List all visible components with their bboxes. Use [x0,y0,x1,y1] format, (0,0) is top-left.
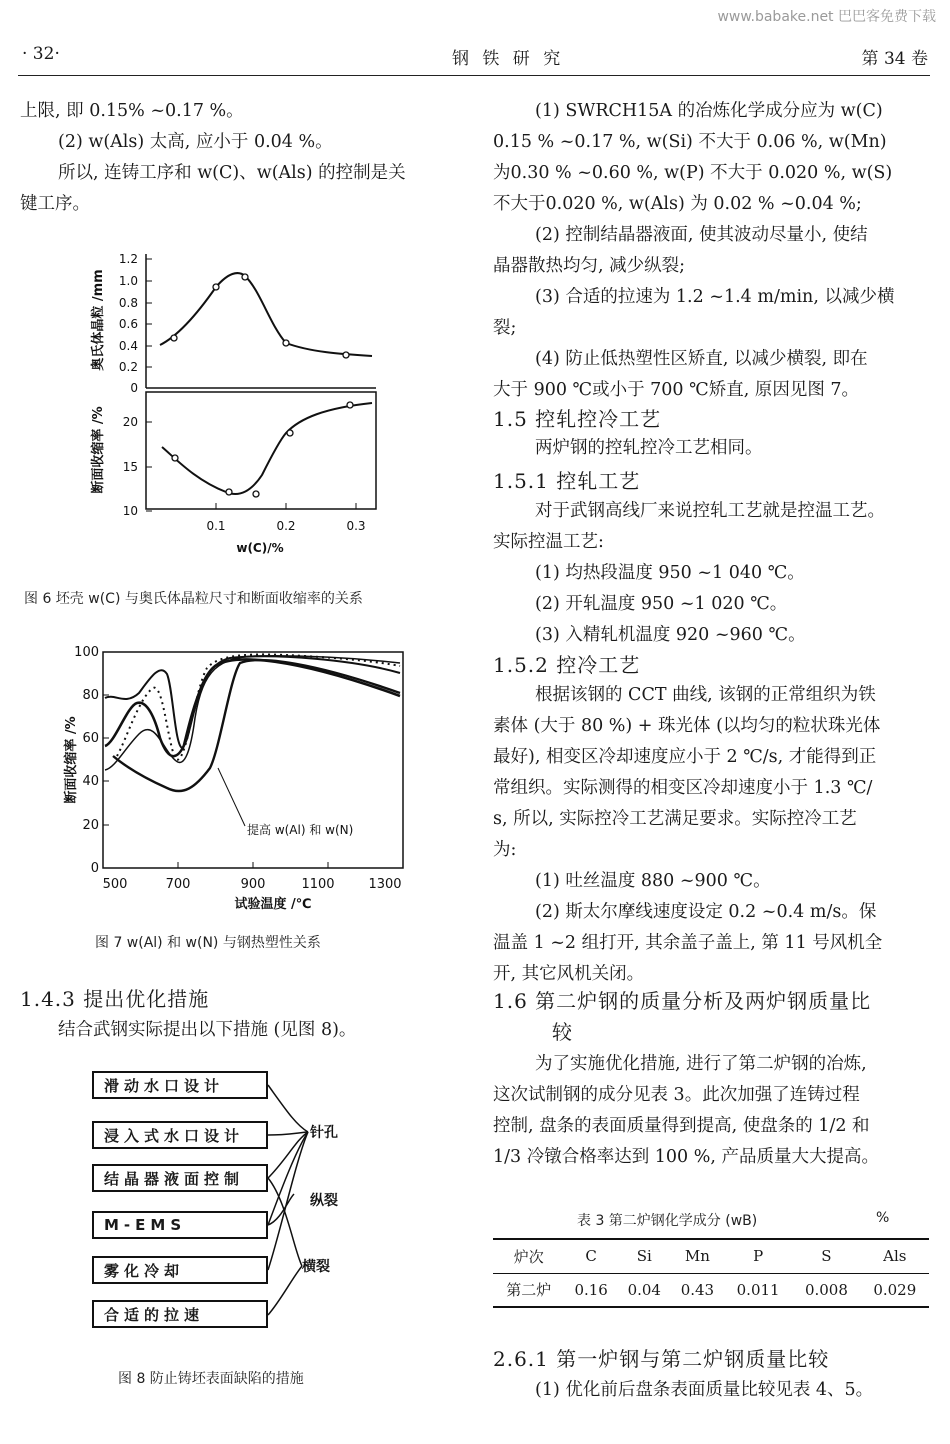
x-axis-label: w(C)/% [236,541,284,555]
paragraph: (2) w(Als) 太高, 应小于 0.04 %。 [58,132,333,152]
measure-box: 合适的拉速 [92,1300,268,1328]
paragraph: 对于武钢高线厂来说控轧工艺就是控温工艺。 [535,501,885,521]
y-axis-label: 奥氏体晶粒 /mm [91,269,106,371]
table-header-cell: S [821,1247,832,1266]
paragraph: 所以, 连铸工序和 w(C)、w(Als) 的控制是关 [58,163,406,183]
paragraph: (2) 开轧温度 950 ~1 020 ℃。 [535,594,788,614]
paragraph-line: 为: [493,840,517,860]
paragraph: (1) 均热段温度 950 ~1 040 ℃。 [535,563,805,583]
table-header-cell: Si [636,1247,652,1266]
y-tick-label: 20 [82,818,99,833]
paragraph-line: s, 所以, 实际控冷工艺满足要求。实际控冷工艺 [493,809,857,829]
paragraph-line: 1/3 冷镦合格率达到 100 %, 产品质量大大提高。 [493,1147,880,1167]
data-point [343,352,349,358]
paragraph-line: 不大于0.020 %, w(Als) 为 0.02 % ~0.04 %; [493,194,862,214]
y-tick-label: 0 [90,861,99,876]
measure-box: 结晶器液面控制 [92,1164,268,1192]
measure-box: 浸入式水口设计 [92,1121,268,1149]
table-row [493,1273,929,1307]
paragraph-line: 常组织。实际测得的相变区冷却速度小于 1.3 ℃/ [493,778,873,798]
measure-box: 滑动水口设计 [92,1071,268,1099]
table-cell: 第二炉 [506,1281,552,1300]
y-tick-label: 20 [122,415,138,429]
paragraph-line: 裂; [493,318,517,338]
figure-8-connectors [266,1070,376,1330]
table-header-cell: Als [883,1247,907,1266]
section-heading: 较 [552,1020,573,1044]
x-axis-label: 试验温度 /℃ [234,897,312,912]
y-tick-label: 0.2 [118,360,138,374]
table-cell: 0.008 [804,1280,848,1299]
y-tick-label: 1.0 [118,274,138,288]
measure-box: M-EMS [92,1211,268,1239]
table-3-unit: % [876,1210,890,1226]
paragraph-line: 晶器散热均匀, 减少纵裂; [493,256,686,276]
defect-label: 纵裂 [310,1193,338,1209]
table-cell: 0.029 [873,1280,917,1299]
watermark: www.babake.net 巴巴客免费下载 [717,9,936,25]
paragraph-line: 为了实施优化措施, 进行了第二炉钢的冶炼, [535,1054,867,1074]
table-header-cell: 炉次 [513,1247,544,1266]
paragraph-line: 为0.30 % ~0.60 %, w(P) 不大于 0.020 %, w(S) [493,163,893,183]
y-tick-label: 40 [82,774,99,789]
y-axis-label: 断面收缩率 /% [64,716,79,804]
paragraph: (3) 入精轧机温度 920 ~960 ℃。 [535,625,806,645]
y-tick-label: 100 [74,645,99,660]
table-cell: 0.16 [574,1280,608,1299]
figure-6-caption: 图 6 坯壳 w(C) 与奥氏体晶粒尺寸和断面收缩率的关系 [24,591,363,607]
paragraph-line: (1) 吐丝温度 880 ~900 ℃。 [535,871,771,891]
figure-8-caption: 图 8 防止铸坯表面缺陷的措施 [118,1371,304,1387]
paragraph-line: 素体 (大于 80 %) + 珠光体 (以均匀的粒状珠光体 [493,716,881,736]
reduction-curve [162,403,372,494]
paragraph-line: (3) 合适的拉速为 1.2 ~1.4 m/min, 以减少横 [535,287,895,307]
paragraph-line: (2) 控制结晶器液面, 使其波动尽量小, 使结 [535,225,868,245]
y-tick-label: 0 [130,381,138,395]
annotation-label: 提高 w(Al) 和 w(N) [247,823,354,837]
table-3 [493,1238,929,1308]
figure-7-caption: 图 7 w(Al) 和 w(N) 与钢热塑性关系 [95,935,321,951]
section-heading: 1.5 控轧控冷工艺 [493,407,662,431]
x-tick-label: 0.1 [206,519,226,533]
page-number: · 32· [22,44,60,64]
curve-1 [105,656,400,748]
paragraph: (1) 优化前后盘条表面质量比较见表 4、5。 [535,1380,874,1400]
defect-label: 横裂 [302,1259,330,1275]
paragraph-line: (1) SWRCH15A 的冶炼化学成分应为 w(C) [535,101,883,121]
section-heading: 1.5.1 控轧工艺 [493,469,641,493]
data-point [226,489,232,495]
table-cell: 0.43 [680,1280,715,1299]
section-heading: 1.4.3 提出优化措施 [20,987,210,1011]
section-heading: 2.6.1 第一炉钢与第二炉钢质量比较 [493,1347,830,1371]
y-axis-label: 断面收缩率 /% [91,406,106,494]
y-tick-label: 15 [122,460,138,474]
y-tick-label: 80 [82,688,99,703]
curve-4 [105,660,400,757]
x-tick-label: 700 [165,877,191,892]
x-tick-label: 1300 [368,877,402,892]
paragraph: 结合武钢实际提出以下措施 (见图 8)。 [58,1020,357,1040]
y-tick-label: 10 [122,504,138,518]
paragraph-line: 控制, 盘条的表面质量得到提高, 使盘条的 1/2 和 [493,1116,870,1136]
paragraph-line: 这次试制钢的成分见表 3。此次加强了连铸过程 [493,1085,860,1105]
data-point [283,340,289,346]
volume-number: 第 34 卷 [861,49,928,69]
journal-title: 钢 铁 研 究 [452,49,565,69]
x-tick-label: 900 [240,877,266,892]
header-rule [18,75,930,76]
x-tick-label: 1100 [301,877,335,892]
grain-size-curve [160,273,372,356]
y-tick-label: 60 [82,731,99,746]
table-header-row [493,1239,929,1273]
y-tick-label: 0.6 [118,317,138,331]
paragraph-line: 温盖 1 ~2 组打开, 其余盖子盖上, 第 11 号风机全 [493,933,883,953]
section-heading: 1.6 第二炉钢的质量分析及两炉钢质量比 [493,989,872,1013]
x-tick-label: 0.2 [276,519,296,533]
y-tick-label: 1.2 [118,252,138,266]
data-point [347,402,353,408]
table-header-cell: P [753,1247,764,1266]
paragraph: 实际控温工艺: [493,532,604,552]
data-point [253,491,259,497]
paragraph: 键工序。 [20,194,90,214]
x-tick-label: 500 [102,877,128,892]
figure-7 [55,638,415,918]
curve-3 [105,656,400,770]
annotation-leader [218,768,245,826]
paragraph-line: 0.15 % ~0.17 %, w(Si) 不大于 0.06 %, w(Mn) [493,132,887,152]
paragraph-line: 根据该钢的 CCT 曲线, 该钢的正常组织为铁 [535,685,876,705]
y-tick-label: 0.8 [118,296,138,310]
defect-label: 针孔 [310,1125,338,1141]
table-header-cell: C [585,1247,597,1266]
data-point [213,284,219,290]
measure-box: 雾化冷却 [92,1256,268,1284]
figure-6 [80,240,400,570]
paragraph-line: (4) 防止低热塑性区矫直, 以减少横裂, 即在 [535,349,868,369]
paragraph-line: 开, 其它风机关闭。 [493,964,645,984]
table-3-caption: 表 3 第二炉钢化学成分 (wB) [577,1213,758,1229]
table-header-cell: Mn [684,1247,710,1266]
paragraph-line: 大于 900 ℃或小于 700 ℃矫直, 原因见图 7。 [493,380,860,400]
data-point [172,455,178,461]
paragraph: 两炉钢的控轧控冷工艺相同。 [535,438,763,458]
table-cell: 0.04 [627,1280,661,1299]
x-tick-label: 0.3 [346,519,366,533]
table-cell: 0.011 [736,1280,780,1299]
paragraph-line: (2) 斯太尔摩线速度设定 0.2 ~0.4 m/s。保 [535,902,877,922]
y-tick-label: 0.4 [118,339,138,353]
paragraph-line: 最好), 相变区冷却速度应小于 2 ℃/s, 才能得到正 [493,747,877,767]
data-point [242,274,248,280]
section-heading: 1.5.2 控冷工艺 [493,653,641,677]
data-point [287,430,293,436]
data-point [171,335,177,341]
paragraph: 上限, 即 0.15% ~0.17 %。 [20,101,244,121]
